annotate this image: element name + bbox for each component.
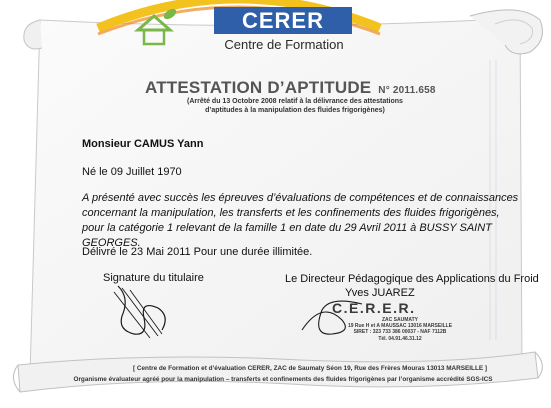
certificate-number: N° 2011.658 [378, 85, 436, 96]
stamp-name: C.E.R.E.R. [332, 300, 416, 316]
footer-address [100, 365, 520, 372]
birth-date: Né le 09 Juillet 1970 [82, 166, 182, 178]
holder-signature-label: Signature du titulaire [103, 272, 204, 284]
holder-signature [100, 278, 190, 348]
footer-address-text: Centre de Formation et d’évaluation CERER, ZAC de Saumaty Séon 19, Rue des Frères Mouras 13013 MARSEILLE [136, 365, 484, 372]
company-stamp [320, 300, 480, 348]
title-heading: ATTESTATION D’APTITUDE [145, 78, 372, 97]
subtitle-line: (Arrêté du 13 Octobre 2008 relatif à la délivrance des attestations [187, 98, 403, 105]
cerer-logo [128, 2, 428, 62]
director-title: Le Directeur Pédagogique des Applications du Froid [285, 273, 539, 285]
delivery-date: Délivré le 23 Mai 2011 Pour une durée illimitée. [82, 246, 313, 258]
certificate-body [82, 191, 542, 251]
body-line: pour la catégorie 1 relevant de la famille 1 en date du 29 Avril 2011 à BUSSY SAINT GEORGES. [82, 222, 492, 249]
body-line: A présenté avec succès les épreuves d’évaluations de compétences et de connaissances [82, 192, 519, 204]
stamp-line: SIRET : 323 733 386 00037 - NAF 7112B [353, 329, 447, 335]
logo-subtitle: Centre de Formation [224, 37, 344, 52]
director-name: Yves JUAREZ [345, 287, 415, 299]
footer-bracket: [ [132, 365, 136, 372]
document-title [145, 78, 445, 98]
logo-name: CERER [214, 7, 352, 34]
body-line: concernant la manipulation, les transferts et les confinements des fluides frigorigènes, [82, 207, 500, 219]
footer-accreditation: Organisme évaluateur agréé pour la manipulation – transferts et confinements des fluides frigorigènes par l’organisme accrédité SGS-ICS [73, 376, 493, 383]
footer-bracket: ] [484, 365, 488, 372]
subtitle-line: d’aptitudes à la manipulation des fluides frigorigènes) [205, 107, 385, 114]
stamp-line: ZAC SAUMATY [381, 317, 418, 323]
stamp-line: Tél. 04.91.46.31.12 [378, 336, 422, 342]
stamp-line: 19 Rue H et A MAUSSAC 13016 MARSEILLE [347, 323, 453, 329]
document-subtitle [150, 97, 440, 115]
recipient-name: Monsieur CAMUS Yann [82, 138, 204, 150]
